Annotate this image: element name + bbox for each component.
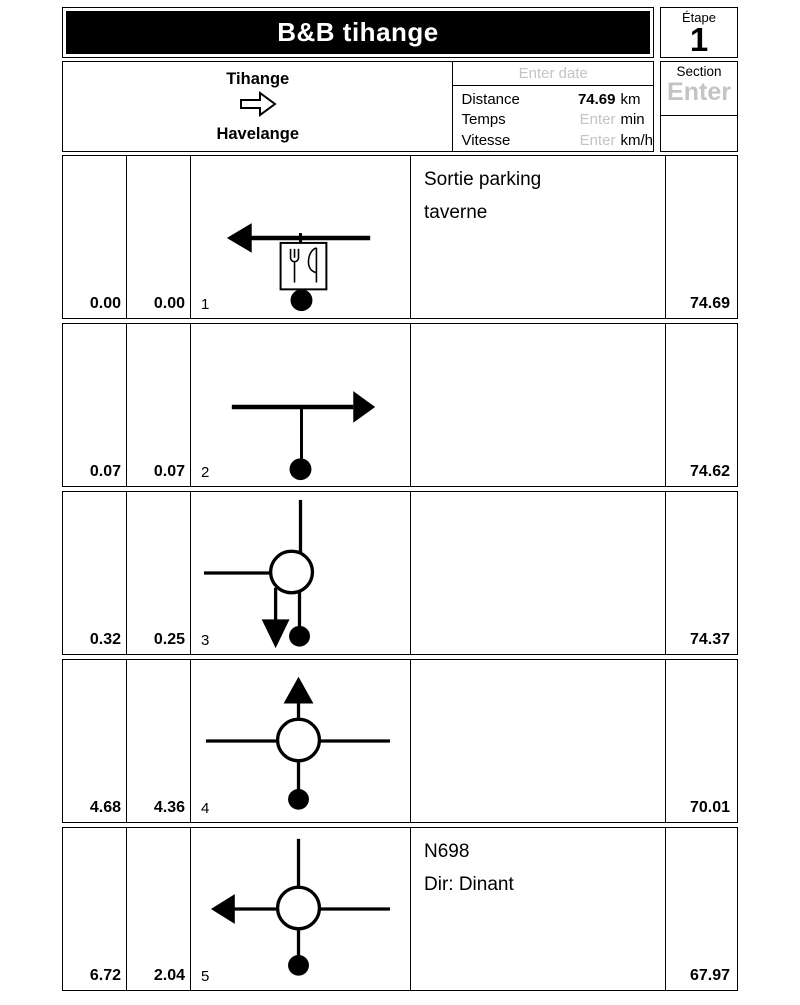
notes-cell bbox=[411, 324, 666, 486]
notes-cell bbox=[411, 492, 666, 654]
roadbook-row bbox=[62, 827, 738, 991]
total-distance: 0.07 bbox=[63, 324, 127, 486]
route-summary bbox=[63, 62, 452, 151]
tulip-t-junction-turn-right-icon bbox=[191, 324, 410, 486]
tulip-cell bbox=[191, 828, 411, 990]
row-number: 2 bbox=[201, 464, 210, 481]
tulip-cell bbox=[191, 156, 411, 318]
row-number: 4 bbox=[201, 800, 210, 817]
remaining-distance: 74.62 bbox=[689, 463, 730, 480]
section-cell bbox=[660, 61, 738, 116]
stat-value: 74.69 bbox=[577, 90, 616, 108]
interval-distance: 2.04 bbox=[127, 828, 191, 990]
tulip-cell bbox=[191, 324, 411, 486]
interval-distance: 4.36 bbox=[127, 660, 191, 822]
date-field[interactable]: Enter date bbox=[453, 62, 653, 86]
stage-label: Étape bbox=[682, 10, 716, 25]
stage-cell bbox=[660, 7, 738, 58]
row-number: 1 bbox=[201, 296, 210, 313]
section-field[interactable]: Enter bbox=[667, 78, 731, 106]
row-number: 5 bbox=[201, 968, 210, 985]
stats-table bbox=[453, 86, 653, 152]
stat-label: Temps bbox=[461, 111, 506, 128]
stat-label: Distance bbox=[461, 90, 520, 108]
stat-unit: km/h bbox=[620, 131, 653, 149]
section-label: Section bbox=[676, 64, 722, 79]
remaining-distance: 70.01 bbox=[689, 799, 730, 816]
route-from: Tihange bbox=[226, 70, 290, 88]
notes-cell bbox=[411, 156, 666, 318]
tulip-roundabout-turn-left-icon bbox=[191, 828, 410, 990]
stat-label: Vitesse bbox=[461, 131, 511, 149]
stat-unit: km bbox=[620, 90, 641, 108]
interval-distance: 0.00 bbox=[127, 156, 191, 318]
route-header bbox=[62, 61, 654, 152]
stat-row bbox=[461, 110, 653, 131]
empty-header-cell bbox=[660, 115, 738, 152]
roadbook-row bbox=[62, 155, 738, 319]
notes-cell bbox=[411, 660, 666, 822]
trip-stats-panel bbox=[452, 62, 653, 151]
tulip-cell bbox=[191, 660, 411, 822]
page-title: B&B tihange bbox=[66, 11, 650, 54]
tulip-turn-left-at-restaurant-icon bbox=[191, 156, 410, 318]
note-line: N698 bbox=[424, 841, 470, 862]
stat-row bbox=[461, 90, 653, 111]
total-distance: 6.72 bbox=[63, 828, 127, 990]
stat-row bbox=[461, 131, 653, 152]
roadbook-row bbox=[62, 659, 738, 823]
tulip-roundabout-u-turn-icon bbox=[191, 492, 410, 654]
note-line: taverne bbox=[424, 202, 488, 223]
remaining-distance: 67.97 bbox=[689, 967, 730, 984]
note-line: Dir: Dinant bbox=[424, 874, 514, 895]
note-line: Sortie parking bbox=[424, 169, 542, 190]
stat-unit: min bbox=[620, 111, 645, 128]
roadbook-row bbox=[62, 323, 738, 487]
row-number: 3 bbox=[201, 632, 210, 649]
tulip-roundabout-straight-icon bbox=[191, 660, 410, 822]
remaining-distance: 74.69 bbox=[689, 295, 730, 312]
interval-distance: 0.25 bbox=[127, 492, 191, 654]
notes-cell bbox=[411, 828, 666, 990]
stat-value[interactable]: Enter bbox=[579, 111, 616, 128]
interval-distance: 0.07 bbox=[127, 324, 191, 486]
stat-value[interactable]: Enter bbox=[579, 131, 616, 149]
total-distance: 0.00 bbox=[63, 156, 127, 318]
stage-number: 1 bbox=[689, 21, 709, 58]
total-distance: 0.32 bbox=[63, 492, 127, 654]
route-to: Havelange bbox=[216, 125, 300, 143]
hollow-right-arrow-icon bbox=[239, 91, 277, 122]
remaining-distance: 74.37 bbox=[689, 631, 730, 648]
total-distance: 4.68 bbox=[63, 660, 127, 822]
title-cell bbox=[62, 7, 654, 58]
roadbook-row bbox=[62, 491, 738, 655]
tulip-cell bbox=[191, 492, 411, 654]
